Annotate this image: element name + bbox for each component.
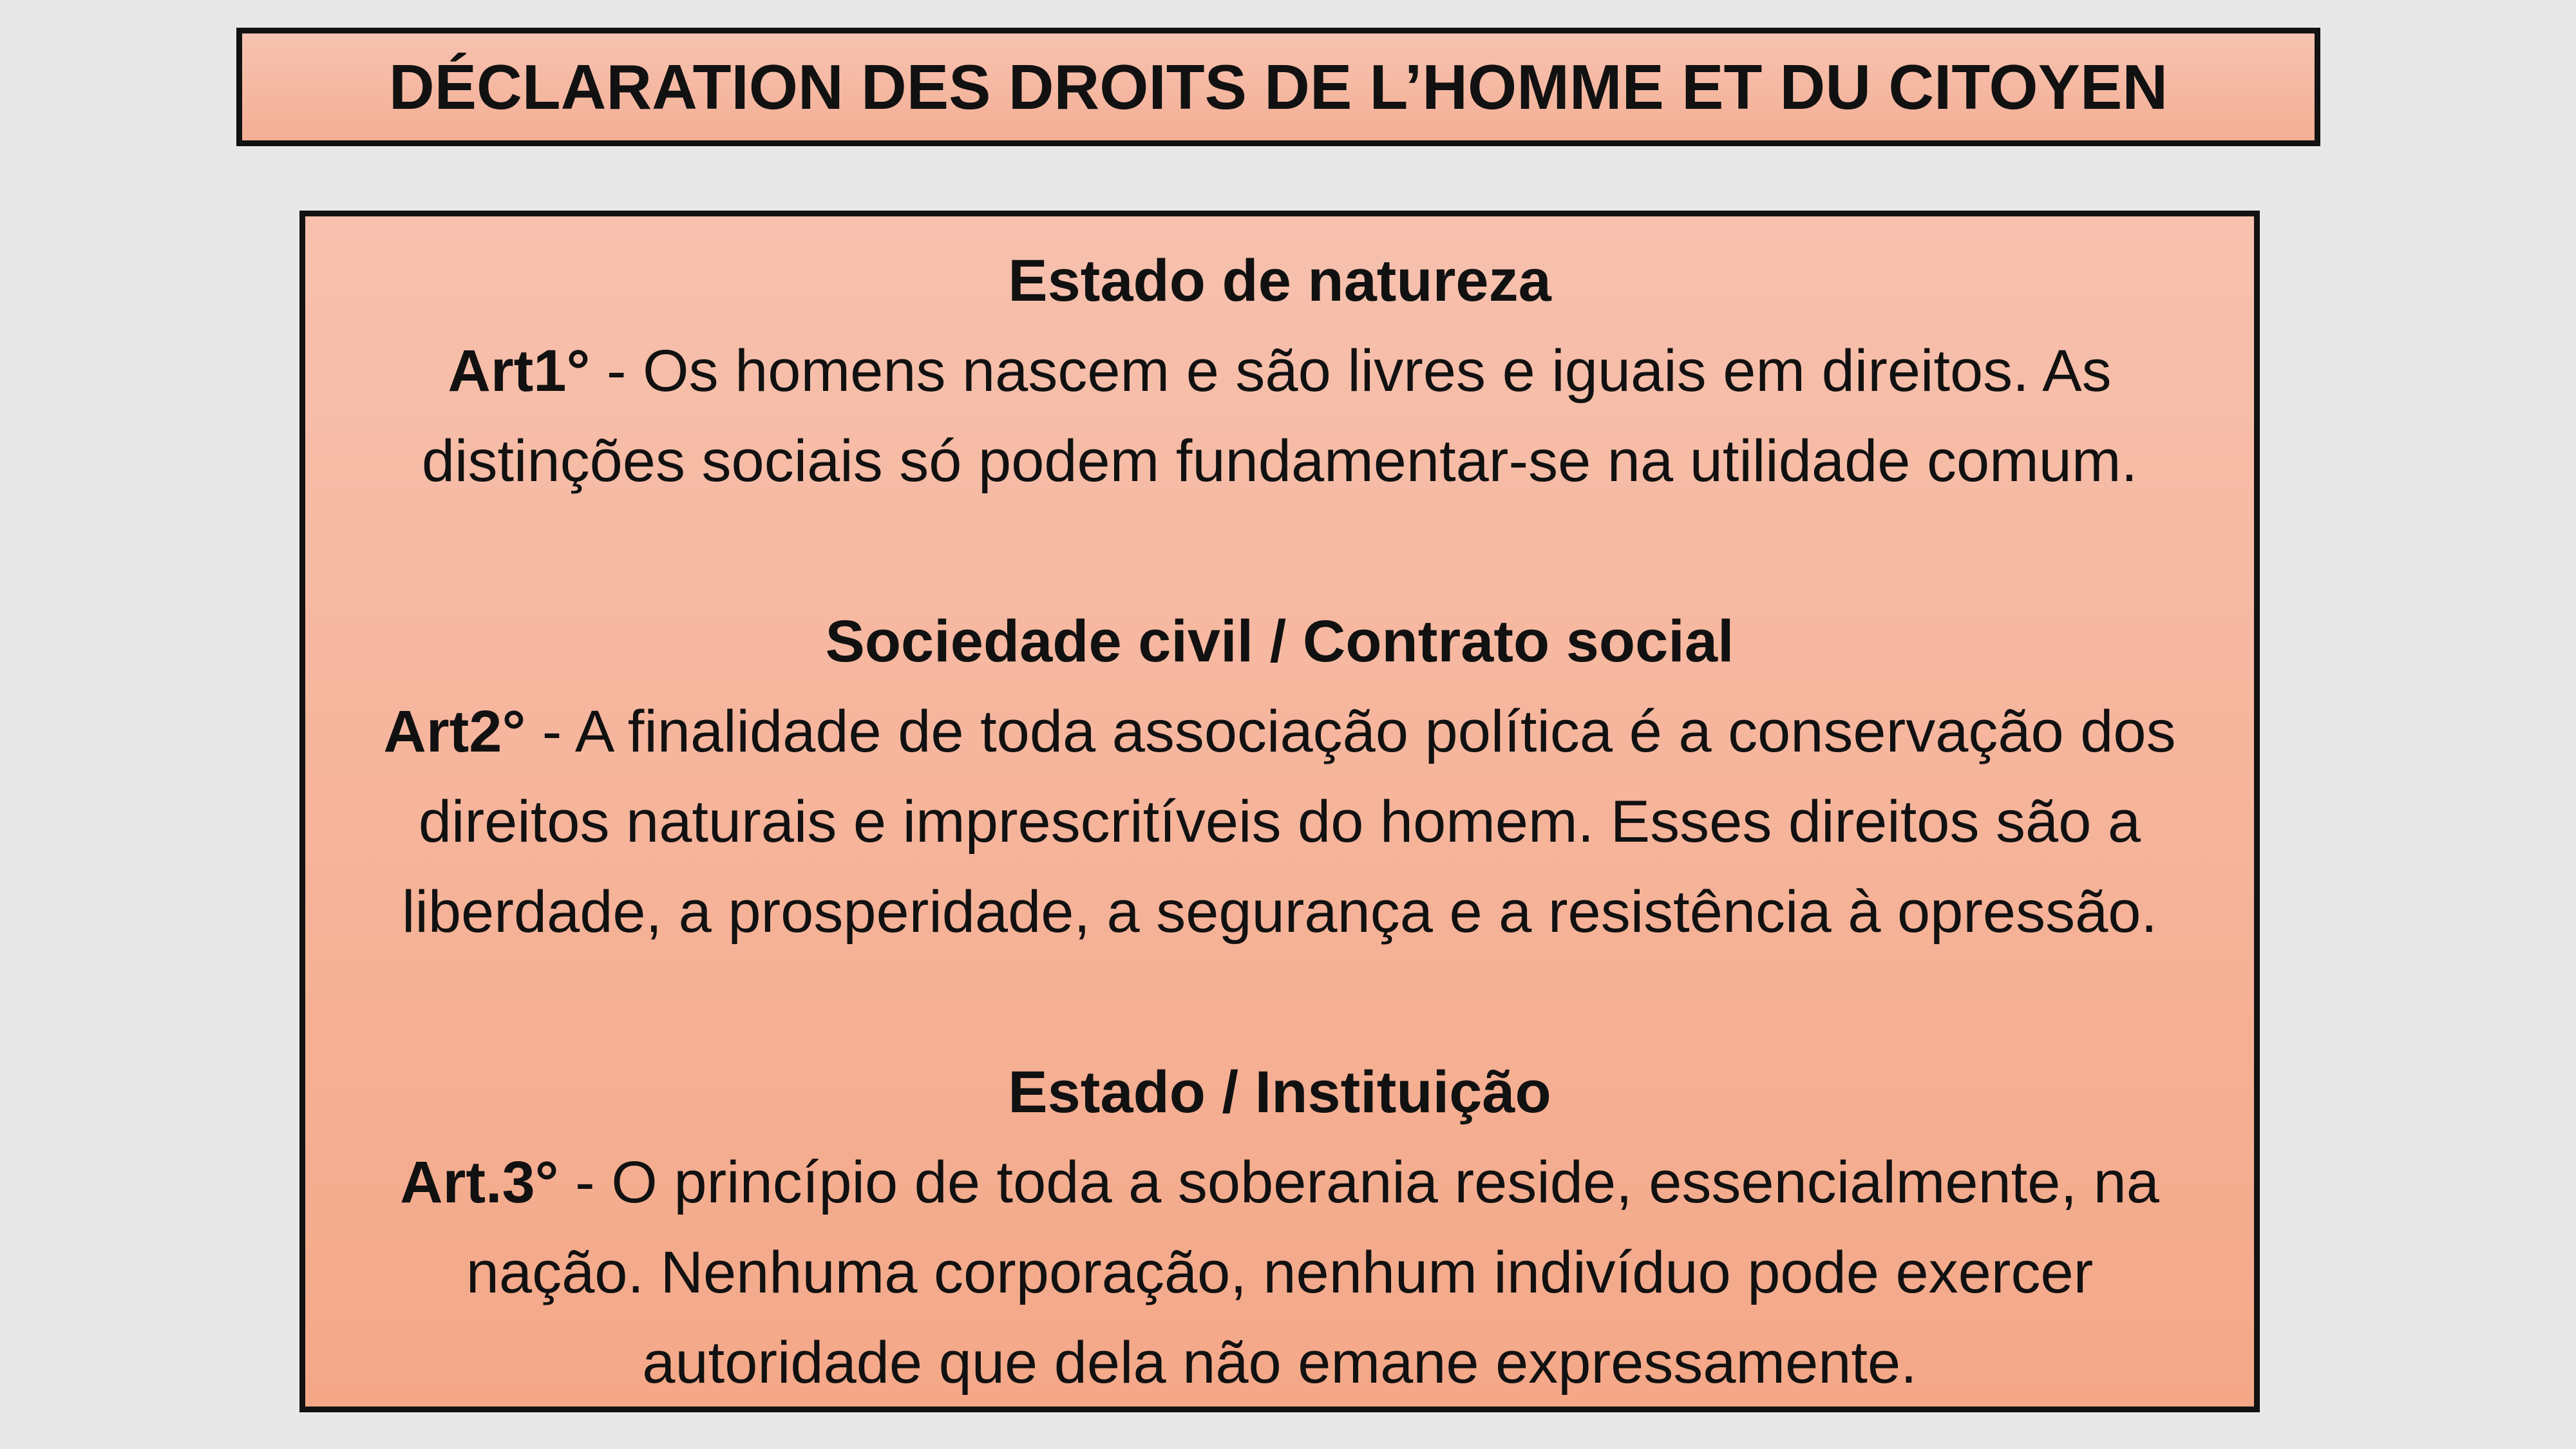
- title-box: [236, 28, 2320, 146]
- article-line: autoridade que dela não emane expressamente.: [642, 1330, 1917, 1396]
- section-estado-de-natureza: [325, 236, 2235, 506]
- article-line: direitos naturais e imprescritíveis do homem. Esses direitos são a: [418, 789, 2141, 855]
- section-heading: Estado / Instituição: [1008, 1059, 1551, 1125]
- section-heading: Estado de natureza: [1008, 248, 1551, 314]
- article-label: Art1°: [448, 338, 591, 404]
- article-line: nação. Nenhuma corporação, nenhum indivíduo pode exercer: [466, 1240, 2094, 1305]
- article-line: [325, 1137, 2235, 1227]
- article-label: Art2°: [383, 699, 526, 764]
- section-heading: Sociedade civil / Contrato social: [825, 609, 1734, 674]
- page-title: DÉCLARATION DES DROITS DE L’HOMME ET DU CITOYEN: [388, 51, 2168, 122]
- article-label: Art.3°: [400, 1150, 559, 1215]
- article-line: distinções sociais só podem fundamentar-se na utilidade comum.: [421, 428, 2138, 494]
- section-sociedade-civil: [325, 596, 2235, 957]
- article-line: [325, 326, 2235, 416]
- section-estado-instituicao: [325, 1047, 2235, 1408]
- articles-box: [299, 211, 2260, 1412]
- article-text: - O princípio de toda a soberania reside, essencialmente, na: [558, 1150, 2159, 1215]
- article-line: [325, 687, 2235, 777]
- article-text: - Os homens nascem e são livres e iguais em direitos. As: [590, 338, 2112, 404]
- article-line: liberdade, a prosperidade, a segurança e a resistência à opressão.: [402, 879, 2157, 945]
- article-text: - A finalidade de toda associação política é a conservação dos: [526, 699, 2176, 764]
